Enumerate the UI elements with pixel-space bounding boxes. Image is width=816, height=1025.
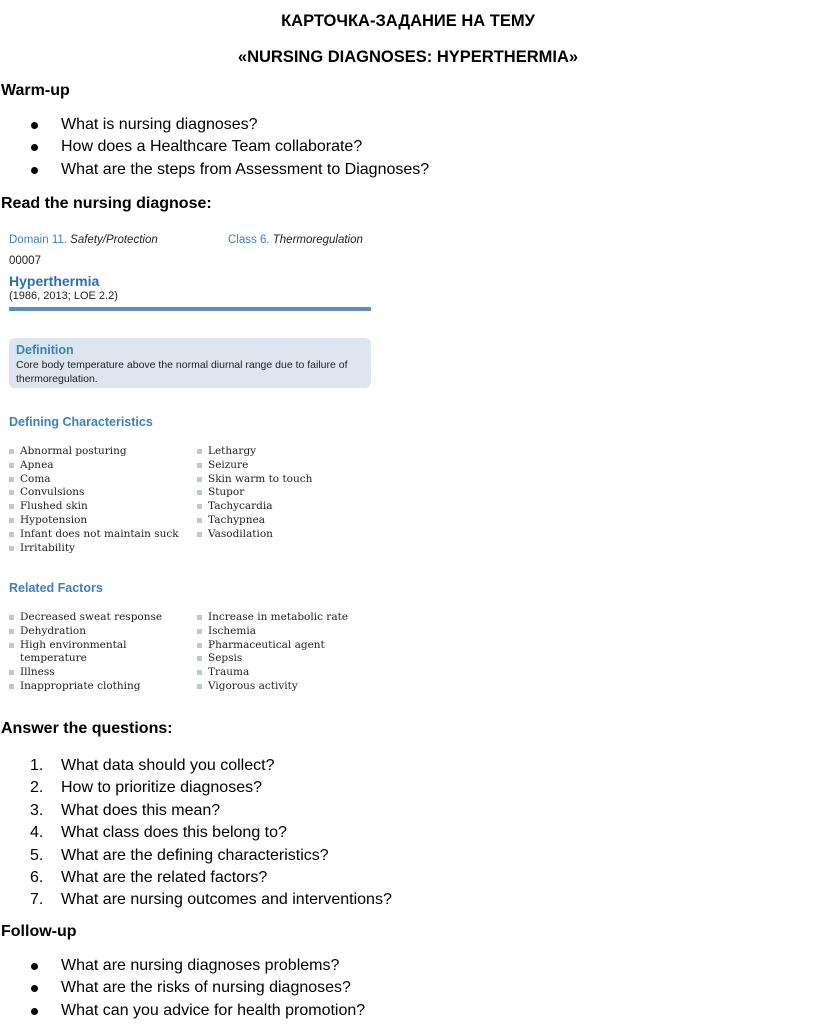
answer-list: [0, 755, 392, 912]
related-title: Related Factors: [9, 581, 103, 595]
warmup-heading: Warm-up: [1, 82, 70, 99]
list-item: Hypotension: [9, 514, 199, 528]
diagnosis-name: Hyperthermia: [9, 273, 100, 289]
definition-text: Core body temperature above the normal diurnal range due to failure of thermoregulation.: [16, 359, 348, 385]
list-item: Sepsis: [197, 652, 373, 666]
read-heading: Read the nursing diagnose:: [1, 195, 212, 212]
list-item: Abnormal posturing: [9, 445, 199, 459]
list-item: Vigorous activity: [197, 680, 373, 694]
list-item: Irritability: [9, 542, 199, 556]
definition-box: [9, 338, 371, 388]
domain-label: Domain 11.: [9, 234, 67, 246]
list-item: Increase in metabolic rate: [197, 611, 373, 625]
warmup-list: [0, 114, 429, 181]
list-item: What are nursing diagnoses problems?: [0, 955, 365, 977]
list-item: 1. What data should you collect?: [30, 757, 275, 774]
list-item: Coma: [9, 473, 199, 487]
class-label: Class 6.: [228, 234, 270, 246]
list-item: Tachypnea: [197, 514, 373, 528]
list-item: Vasodilation: [197, 528, 373, 542]
list-item: Ischemia: [197, 625, 373, 639]
list-item: Flushed skin: [9, 500, 199, 514]
list-item: Convulsions: [9, 486, 199, 500]
divider: [9, 307, 371, 311]
list-item: 4. What class does this belong to?: [30, 824, 287, 842]
list-item: Pharmaceutical agent: [197, 639, 373, 653]
list-item: Lethargy: [197, 445, 373, 459]
diagnosis-code: 00007: [9, 255, 41, 267]
diagnosis-year: (1986, 2013; LOE 2.2): [9, 290, 118, 302]
answer-heading: Answer the questions:: [1, 720, 173, 737]
list-item: Dehydration: [9, 625, 179, 639]
list-item: 3. What does this mean?: [30, 801, 221, 819]
list-item: How does a Healthcare Team collaborate?: [0, 136, 429, 158]
list-item: Tachycardia: [197, 500, 373, 514]
definition-title: Definition: [16, 343, 74, 357]
title-line-2: «NURSING DIAGNOSES: HYPERTHERMIA»: [237, 48, 579, 66]
list-item: What are the steps from Assessment to Diagnoses?: [0, 159, 429, 181]
related-left-list: [9, 611, 179, 694]
defining-left-list: [9, 445, 199, 555]
list-item: High environmental temperature: [9, 639, 160, 667]
followup-heading: Follow-up: [1, 923, 77, 940]
list-item: 5. What are the defining characteristics?: [30, 846, 329, 864]
defining-right-list: [197, 445, 373, 542]
list-item: 6. What are the related factors?: [30, 868, 268, 886]
related-right-list: [197, 611, 373, 694]
list-item: Inappropriate clothing: [9, 680, 179, 694]
list-item: Trauma: [197, 666, 373, 680]
followup-list: [0, 955, 365, 1022]
list-item: What is nursing diagnoses?: [0, 114, 429, 136]
list-item: Stupor: [197, 486, 373, 500]
list-item: 7. What are nursing outcomes and interventions?: [30, 891, 392, 909]
class-line: [228, 234, 363, 246]
list-item: Illness: [9, 666, 179, 680]
list-item: What can you advice for health promotion?: [0, 1000, 365, 1022]
diagnosis-card: [9, 228, 373, 698]
list-item: Seizure: [197, 459, 373, 473]
class-value: Thermoregulation: [272, 234, 363, 246]
list-item: Apnea: [9, 459, 199, 473]
title-line-1: КАРТОЧКА-ЗАДАНИЕ НА ТЕМУ: [281, 12, 535, 30]
list-item: 2. How to prioritize diagnoses?: [30, 779, 262, 797]
domain-value: Safety/Protection: [70, 234, 158, 246]
list-item: Infant does not maintain suck: [9, 528, 199, 542]
defining-title: Defining Characteristics: [9, 415, 153, 429]
list-item: Skin warm to touch: [197, 473, 373, 487]
domain-line: [9, 234, 158, 246]
list-item: Decreased sweat response: [9, 611, 179, 625]
list-item: What are the risks of nursing diagnoses?: [0, 977, 365, 999]
